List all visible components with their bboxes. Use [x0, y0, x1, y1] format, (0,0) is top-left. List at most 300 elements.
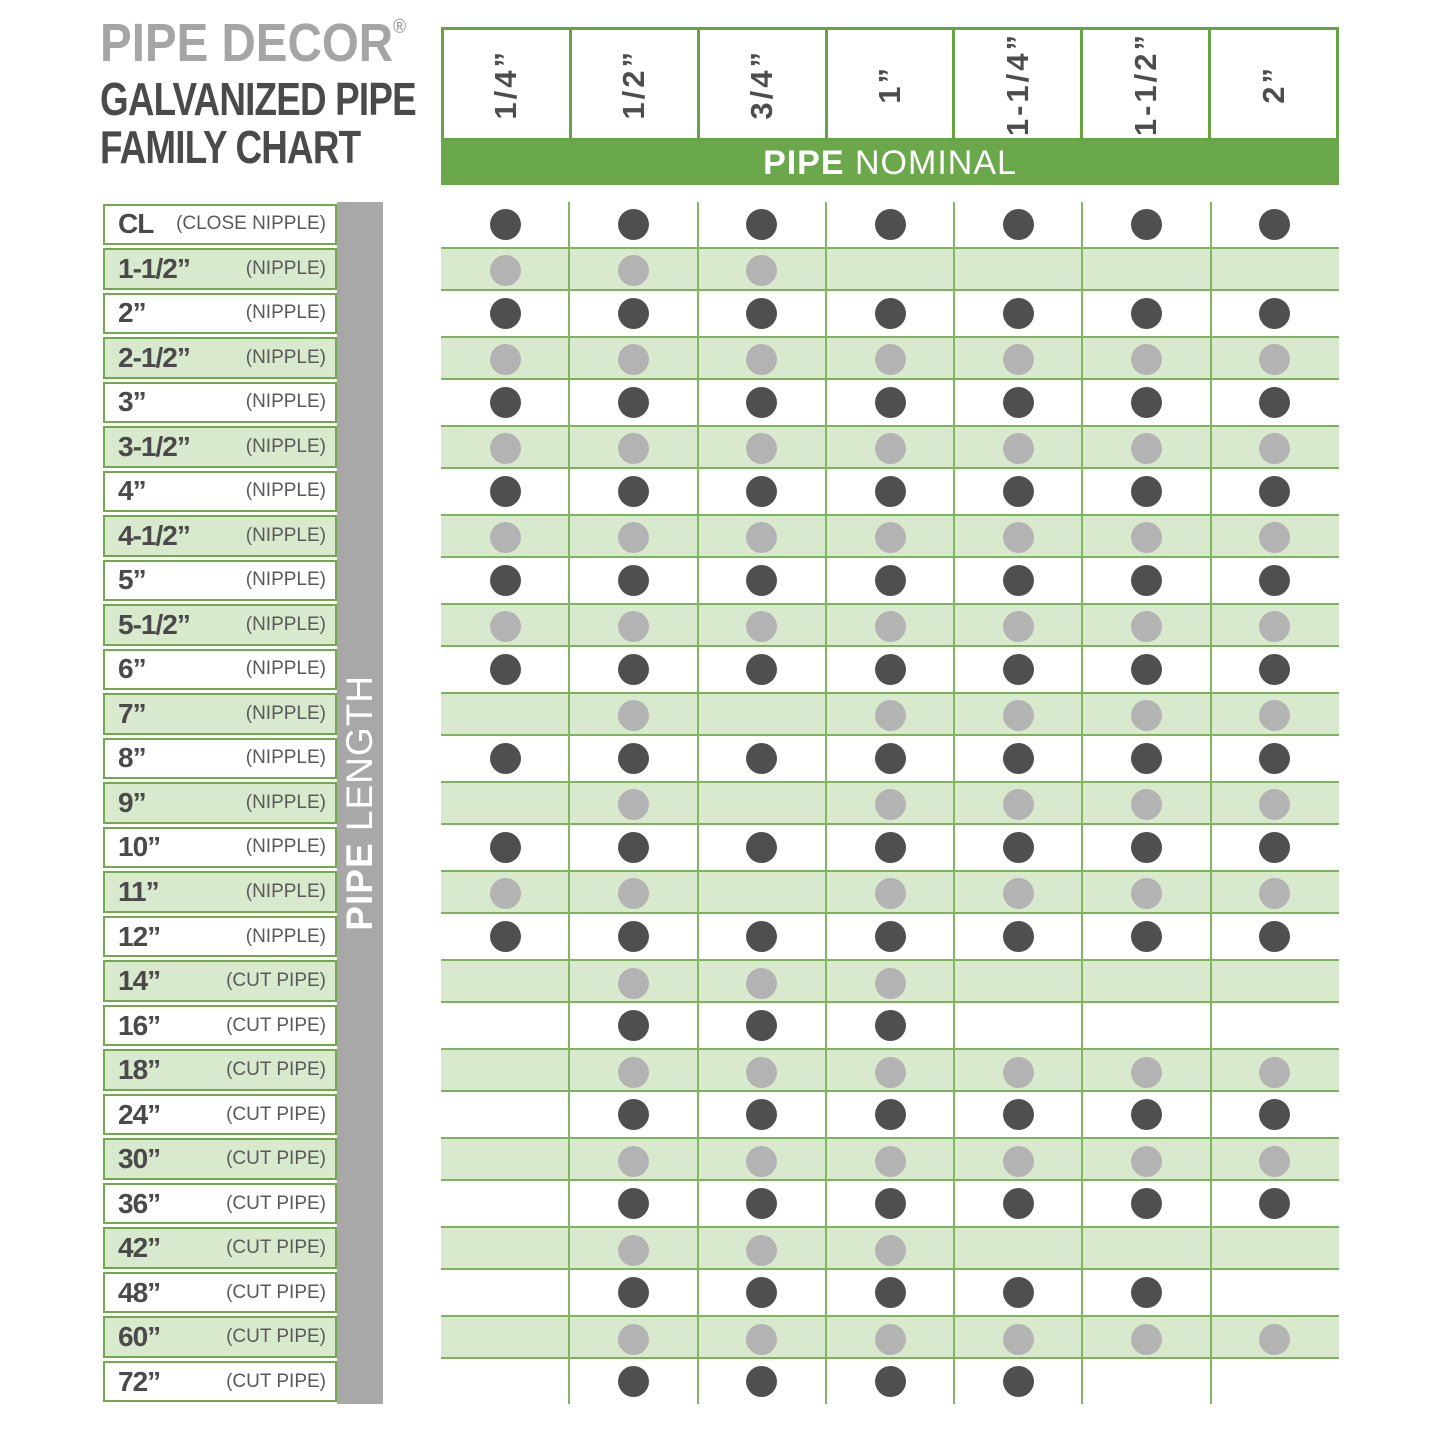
row-size-label: 12”	[118, 920, 161, 952]
row-label	[103, 827, 337, 869]
row-type-label: (NIPPLE)	[245, 747, 326, 769]
availability-dot	[490, 387, 521, 418]
availability-dot	[1131, 700, 1162, 731]
column-header-label: 1-1/2”	[1127, 31, 1163, 137]
row-label	[103, 782, 337, 824]
availability-dot	[875, 700, 906, 731]
row-label	[103, 293, 337, 335]
column-header-label: 1/4”	[488, 48, 524, 120]
row-type-label: (NIPPLE)	[245, 880, 326, 902]
availability-dot	[1003, 387, 1034, 418]
row-label	[103, 649, 337, 691]
availability-dot	[746, 1235, 777, 1266]
grid-row	[441, 380, 1339, 425]
availability-dot	[1259, 522, 1290, 553]
row-type-label: (NIPPLE)	[245, 391, 326, 413]
availability-dot	[618, 298, 649, 329]
availability-dot	[1259, 344, 1290, 375]
availability-dot	[1003, 654, 1034, 685]
column-header-label: 3/4”	[744, 48, 780, 120]
grid-row	[441, 1137, 1339, 1182]
availability-dot	[746, 1188, 777, 1219]
column-divider-line	[1081, 202, 1083, 1404]
row-label	[103, 471, 337, 513]
availability-dot	[1131, 344, 1162, 375]
row-label	[103, 916, 337, 958]
row-type-label: (NIPPLE)	[245, 524, 326, 546]
availability-dot	[1131, 522, 1162, 553]
grid-row	[441, 692, 1339, 737]
availability-dot	[1259, 1099, 1290, 1130]
availability-dot	[1003, 743, 1034, 774]
availability-dot	[1003, 1366, 1034, 1397]
availability-dot	[618, 1099, 649, 1130]
availability-dot	[490, 476, 521, 507]
row-size-label: 18”	[118, 1054, 161, 1086]
availability-dot	[1131, 878, 1162, 909]
availability-dot	[875, 743, 906, 774]
availability-dot	[1259, 387, 1290, 418]
availability-dot	[746, 968, 777, 999]
grid-row	[441, 1181, 1339, 1226]
column-header-label: 1”	[872, 64, 907, 104]
availability-dot	[1259, 789, 1290, 820]
availability-dot	[746, 298, 777, 329]
row-type-label: (CUT PIPE)	[226, 1148, 326, 1170]
column-divider-line	[1210, 202, 1212, 1404]
availability-dot	[746, 1277, 777, 1308]
column-divider-line	[568, 202, 570, 1404]
availability-dot	[1003, 1099, 1034, 1130]
availability-dot	[490, 921, 521, 952]
row-size-label: 30”	[118, 1143, 161, 1175]
grid-row	[441, 1003, 1339, 1048]
availability-dot	[490, 832, 521, 863]
availability-dot	[1131, 789, 1162, 820]
availability-dot	[618, 921, 649, 952]
grid-row	[441, 1270, 1339, 1315]
column-header-label: 1/2”	[616, 48, 652, 120]
availability-dot	[1131, 832, 1162, 863]
availability-dot	[618, 1057, 649, 1088]
availability-dot	[490, 743, 521, 774]
availability-dot	[875, 1057, 906, 1088]
availability-dot	[1259, 1146, 1290, 1177]
availability-dot	[875, 1188, 906, 1219]
row-label	[103, 1094, 337, 1136]
availability-dot	[618, 611, 649, 642]
availability-dot	[618, 743, 649, 774]
column-divider-line	[825, 202, 827, 1404]
row-label	[103, 560, 337, 602]
availability-dot	[746, 1324, 777, 1355]
availability-dot	[1003, 433, 1034, 464]
row-type-label: (CUT PIPE)	[226, 1192, 326, 1214]
availability-dot	[875, 611, 906, 642]
availability-dot	[875, 1235, 906, 1266]
row-type-label: (NIPPLE)	[245, 435, 326, 457]
availability-dot	[1259, 476, 1290, 507]
column-header-6	[1080, 27, 1211, 141]
row-label	[103, 426, 337, 468]
availability-dot	[490, 298, 521, 329]
availability-dot	[618, 476, 649, 507]
row-size-label: 24”	[118, 1098, 161, 1130]
availability-dot	[618, 700, 649, 731]
row-label	[103, 1361, 337, 1403]
row-size-label: 10”	[118, 831, 161, 863]
availability-dot	[746, 1057, 777, 1088]
availability-dot	[1131, 654, 1162, 685]
banner-regular-text: NOMINAL	[855, 143, 1017, 182]
row-size-label: 5-1/2”	[118, 608, 190, 640]
availability-dot	[1259, 921, 1290, 952]
row-size-label: 6”	[118, 653, 146, 685]
grid-row	[441, 781, 1339, 826]
availability-dot	[1131, 209, 1162, 240]
availability-dot	[875, 921, 906, 952]
availability-dot	[490, 344, 521, 375]
availability-dot	[490, 611, 521, 642]
column-header-7	[1208, 27, 1339, 141]
availability-dot	[618, 789, 649, 820]
availability-dot	[618, 1324, 649, 1355]
pipe-nominal-column-headers	[441, 27, 1339, 141]
availability-dot	[618, 832, 649, 863]
grid-row	[441, 959, 1339, 1004]
availability-dot	[1003, 1188, 1034, 1219]
availability-dot	[618, 387, 649, 418]
row-label	[103, 960, 337, 1002]
availability-dot	[618, 654, 649, 685]
row-type-label: (CUT PIPE)	[226, 1237, 326, 1259]
pipe-length-label-column	[103, 202, 337, 1404]
availability-dot	[1003, 476, 1034, 507]
row-type-label: (NIPPLE)	[245, 925, 326, 947]
row-size-label: 2”	[118, 297, 146, 329]
column-divider-line	[697, 202, 699, 1404]
availability-dot	[490, 565, 521, 596]
row-label	[103, 515, 337, 557]
availability-dot	[1131, 743, 1162, 774]
availability-dot	[1259, 1057, 1290, 1088]
availability-dot	[618, 255, 649, 286]
availability-dot	[1259, 878, 1290, 909]
availability-dot	[875, 1324, 906, 1355]
availability-dot	[746, 433, 777, 464]
grid-row	[441, 247, 1339, 292]
availability-dot	[746, 565, 777, 596]
column-header-2	[569, 27, 700, 141]
availability-dot	[490, 433, 521, 464]
availability-dot	[618, 1010, 649, 1041]
row-label	[103, 1272, 337, 1314]
row-size-label: 3”	[118, 386, 146, 418]
row-type-label: (CUT PIPE)	[226, 1014, 326, 1036]
availability-dot	[875, 476, 906, 507]
availability-dot	[875, 1146, 906, 1177]
availability-dot	[875, 832, 906, 863]
availability-dot	[1003, 1324, 1034, 1355]
row-size-label: 48”	[118, 1276, 161, 1308]
row-type-label: (CLOSE NIPPLE)	[176, 213, 326, 235]
row-size-label: 4-1/2”	[118, 519, 190, 551]
row-label	[103, 1227, 337, 1269]
brand-logo	[100, 12, 406, 74]
availability-dot	[1003, 522, 1034, 553]
availability-dot	[746, 1146, 777, 1177]
availability-dot	[1003, 344, 1034, 375]
brand-name: PIPE DECOR	[100, 13, 394, 73]
row-label	[103, 337, 337, 379]
row-label	[103, 604, 337, 646]
grid-row	[441, 425, 1339, 470]
row-type-label: (NIPPLE)	[245, 569, 326, 591]
chart-title-line2: FAMILY CHART	[100, 121, 361, 173]
availability-dot	[490, 255, 521, 286]
availability-dot	[875, 522, 906, 553]
availability-dot	[618, 522, 649, 553]
row-type-label: (NIPPLE)	[245, 658, 326, 680]
availability-dot	[1003, 878, 1034, 909]
availability-dot	[1259, 298, 1290, 329]
availability-dot	[875, 1010, 906, 1041]
row-size-label: 42”	[118, 1232, 161, 1264]
row-label	[103, 1183, 337, 1225]
availability-dot	[875, 1277, 906, 1308]
length-banner-bold-text: PIPE	[339, 842, 380, 931]
availability-dot	[490, 878, 521, 909]
grid-row	[441, 1315, 1339, 1360]
availability-dot	[1003, 209, 1034, 240]
availability-dot	[1131, 611, 1162, 642]
availability-dot	[875, 344, 906, 375]
grid-row	[441, 469, 1339, 514]
row-size-label: 16”	[118, 1009, 161, 1041]
availability-dot	[746, 522, 777, 553]
row-type-label: (CUT PIPE)	[226, 1103, 326, 1125]
availability-dot	[618, 1188, 649, 1219]
availability-dot	[1131, 433, 1162, 464]
availability-dot	[1131, 565, 1162, 596]
availability-dot	[1131, 1277, 1162, 1308]
row-type-label: (NIPPLE)	[245, 836, 326, 858]
row-type-label: (NIPPLE)	[245, 257, 326, 279]
grid-row	[441, 1226, 1339, 1271]
grid-row	[441, 1359, 1339, 1404]
grid-row	[441, 336, 1339, 381]
availability-dot	[1259, 1324, 1290, 1355]
availability-dot	[618, 1366, 649, 1397]
availability-dot	[1131, 476, 1162, 507]
grid-row	[441, 1092, 1339, 1137]
pipe-nominal-banner	[441, 141, 1339, 185]
availability-dot	[875, 387, 906, 418]
availability-dot	[1259, 611, 1290, 642]
availability-dot	[1003, 832, 1034, 863]
row-size-label: 14”	[118, 965, 161, 997]
row-type-label: (CUT PIPE)	[226, 970, 326, 992]
availability-dot	[618, 1146, 649, 1177]
availability-dot	[875, 565, 906, 596]
row-label	[103, 693, 337, 735]
availability-dot	[746, 1366, 777, 1397]
availability-dot	[746, 921, 777, 952]
row-type-label: (NIPPLE)	[245, 480, 326, 502]
banner-bold-text: PIPE	[763, 143, 845, 182]
column-header-1	[441, 27, 572, 141]
grid-row	[441, 870, 1339, 915]
column-header-label: 1-1/4”	[999, 31, 1035, 137]
availability-dot	[746, 611, 777, 642]
row-label	[103, 248, 337, 290]
row-label	[103, 1316, 337, 1358]
availability-dot	[1259, 433, 1290, 464]
availability-dot	[1259, 700, 1290, 731]
registered-trademark-icon: ®	[393, 16, 407, 38]
row-size-label: 7”	[118, 697, 146, 729]
row-type-label: (NIPPLE)	[245, 302, 326, 324]
row-size-label: 1-1/2”	[118, 252, 190, 284]
row-label	[103, 871, 337, 913]
row-type-label: (CUT PIPE)	[226, 1281, 326, 1303]
availability-dot-grid	[441, 202, 1339, 1404]
availability-dot	[618, 1235, 649, 1266]
availability-dot	[746, 387, 777, 418]
availability-dot	[1131, 921, 1162, 952]
availability-dot	[746, 1099, 777, 1130]
row-label	[103, 204, 337, 246]
availability-dot	[746, 743, 777, 774]
availability-dot	[618, 433, 649, 464]
availability-dot	[1131, 387, 1162, 418]
availability-dot	[618, 565, 649, 596]
row-size-label: 2-1/2”	[118, 341, 190, 373]
availability-dot	[618, 968, 649, 999]
grid-row	[441, 914, 1339, 959]
grid-row	[441, 603, 1339, 648]
grid-row	[441, 558, 1339, 603]
chart-title-line1: GALVANIZED PIPE	[100, 73, 416, 125]
availability-dot	[875, 968, 906, 999]
availability-dot	[1259, 1188, 1290, 1219]
column-header-4	[825, 27, 956, 141]
grid-row	[441, 202, 1339, 247]
availability-dot	[1259, 209, 1290, 240]
availability-dot	[746, 1010, 777, 1041]
availability-dot	[1131, 1057, 1162, 1088]
availability-dot	[746, 654, 777, 685]
availability-dot	[875, 878, 906, 909]
availability-dot	[1131, 1099, 1162, 1130]
grid-row	[441, 291, 1339, 336]
availability-dot	[746, 255, 777, 286]
row-type-label: (NIPPLE)	[245, 613, 326, 635]
availability-dot	[746, 344, 777, 375]
availability-dot	[1003, 611, 1034, 642]
availability-dot	[1259, 832, 1290, 863]
availability-dot	[1259, 565, 1290, 596]
availability-dot	[1003, 789, 1034, 820]
availability-dot	[1003, 1146, 1034, 1177]
row-size-label: 3-1/2”	[118, 430, 190, 462]
availability-dot	[875, 654, 906, 685]
row-size-label: 36”	[118, 1187, 161, 1219]
row-type-label: (NIPPLE)	[245, 702, 326, 724]
row-size-label: 4”	[118, 475, 146, 507]
row-type-label: (CUT PIPE)	[226, 1059, 326, 1081]
column-divider-line	[953, 202, 955, 1404]
row-type-label: (NIPPLE)	[245, 791, 326, 813]
row-size-label: 9”	[118, 786, 146, 818]
availability-dot	[1131, 298, 1162, 329]
row-label	[103, 1138, 337, 1180]
availability-dot	[490, 209, 521, 240]
availability-dot	[1003, 298, 1034, 329]
row-type-label: (CUT PIPE)	[226, 1326, 326, 1348]
grid-row	[441, 647, 1339, 692]
availability-dot	[1131, 1146, 1162, 1177]
length-banner-regular-text: LENGTH	[339, 675, 380, 832]
row-label	[103, 382, 337, 424]
row-label	[103, 738, 337, 780]
availability-dot	[875, 789, 906, 820]
grid-row	[441, 825, 1339, 870]
availability-dot	[746, 832, 777, 863]
column-header-label: 2”	[1255, 64, 1291, 104]
column-header-5	[952, 27, 1083, 141]
availability-dot	[490, 522, 521, 553]
pipe-length-banner	[337, 202, 383, 1404]
availability-dot	[875, 298, 906, 329]
availability-dot	[1131, 1324, 1162, 1355]
row-size-label: 60”	[118, 1321, 161, 1353]
availability-dot	[875, 209, 906, 240]
availability-dot	[1003, 700, 1034, 731]
availability-dot	[746, 476, 777, 507]
availability-dot	[875, 1099, 906, 1130]
row-size-label: CL	[118, 208, 154, 240]
availability-dot	[746, 209, 777, 240]
availability-dot	[1003, 1057, 1034, 1088]
availability-dot	[1259, 654, 1290, 685]
availability-dot	[618, 209, 649, 240]
row-size-label: 5”	[118, 564, 146, 596]
grid-row	[441, 1048, 1339, 1093]
grid-row	[441, 514, 1339, 559]
availability-dot	[618, 344, 649, 375]
row-type-label: (NIPPLE)	[245, 346, 326, 368]
availability-dot	[618, 1277, 649, 1308]
row-size-label: 11”	[118, 875, 159, 907]
grid-row	[441, 736, 1339, 781]
availability-dot	[490, 654, 521, 685]
row-type-label: (CUT PIPE)	[226, 1370, 326, 1392]
availability-dot	[1003, 921, 1034, 952]
availability-dot	[618, 878, 649, 909]
availability-dot	[1003, 565, 1034, 596]
availability-dot	[1259, 743, 1290, 774]
pipe-length-banner-text	[339, 675, 381, 931]
row-size-label: 72”	[118, 1365, 161, 1397]
availability-dot	[1003, 1277, 1034, 1308]
row-label	[103, 1049, 337, 1091]
column-header-3	[697, 27, 828, 141]
availability-dot	[875, 1366, 906, 1397]
row-size-label: 8”	[118, 742, 146, 774]
availability-dot	[1131, 1188, 1162, 1219]
availability-dot	[875, 433, 906, 464]
